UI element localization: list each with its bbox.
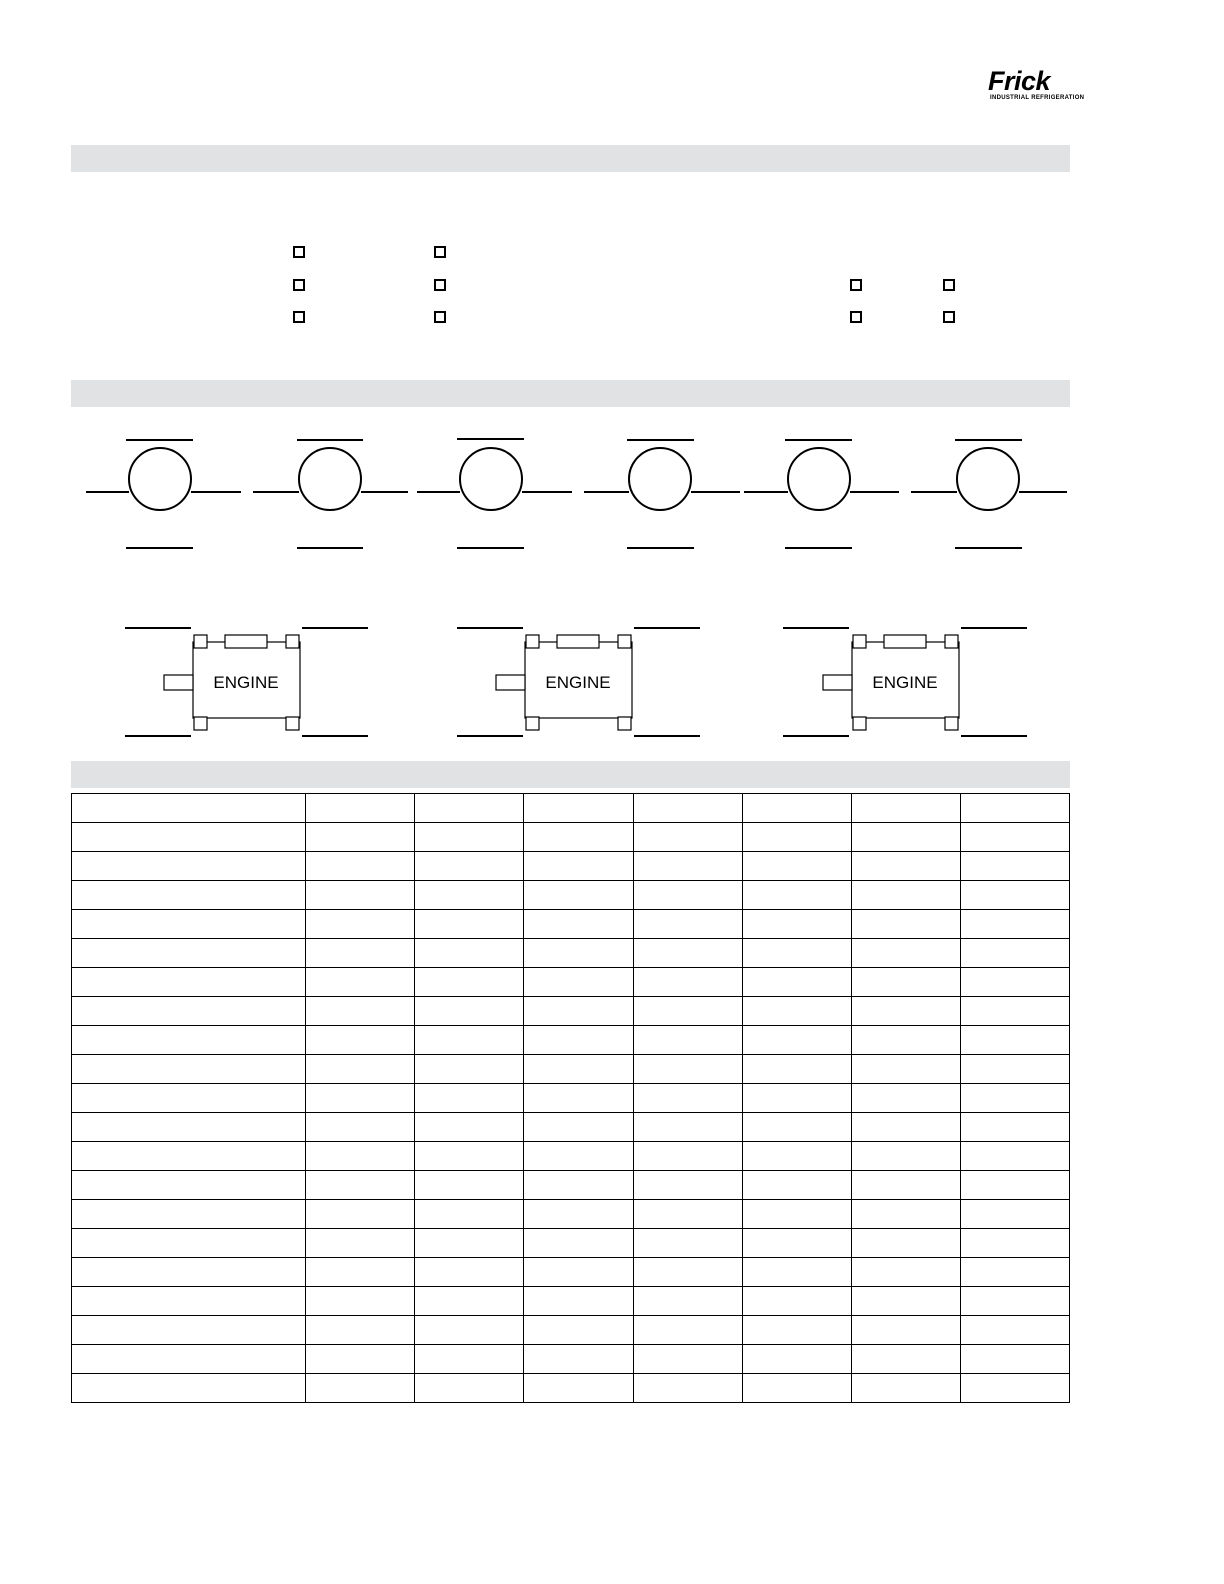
table-cell[interactable] <box>961 852 1070 881</box>
table-cell[interactable] <box>743 1026 852 1055</box>
table-cell[interactable] <box>415 1287 524 1316</box>
table-cell[interactable] <box>306 1258 415 1287</box>
table-cell[interactable] <box>634 1084 743 1113</box>
table-cell[interactable] <box>852 1229 961 1258</box>
table-cell[interactable] <box>961 997 1070 1026</box>
table-cell[interactable] <box>306 1200 415 1229</box>
table-cell[interactable] <box>852 1171 961 1200</box>
table-cell[interactable] <box>634 1229 743 1258</box>
table-cell[interactable] <box>72 1229 306 1258</box>
table-cell[interactable] <box>72 1171 306 1200</box>
table-cell[interactable] <box>415 1374 524 1403</box>
table-cell[interactable] <box>415 1142 524 1171</box>
table-cell[interactable] <box>524 1200 634 1229</box>
table-cell[interactable] <box>852 1345 961 1374</box>
table-cell[interactable] <box>524 910 634 939</box>
table-cell[interactable] <box>743 997 852 1026</box>
table-cell[interactable] <box>415 1084 524 1113</box>
table-cell[interactable] <box>72 968 306 997</box>
table-cell[interactable] <box>743 794 852 823</box>
table-row <box>72 881 1070 910</box>
table-cell[interactable] <box>306 997 415 1026</box>
shaft-unit-4 <box>584 440 740 548</box>
table-cell[interactable] <box>961 968 1070 997</box>
table-row <box>72 794 1070 823</box>
table-cell[interactable] <box>306 968 415 997</box>
table-cell[interactable] <box>634 852 743 881</box>
table-cell[interactable] <box>72 939 306 968</box>
table-cell[interactable] <box>743 881 852 910</box>
table-cell[interactable] <box>524 1287 634 1316</box>
table-cell[interactable] <box>852 939 961 968</box>
table-cell[interactable] <box>415 1171 524 1200</box>
table-cell[interactable] <box>852 1258 961 1287</box>
table-cell[interactable] <box>524 881 634 910</box>
table-cell[interactable] <box>415 1229 524 1258</box>
table-cell[interactable] <box>415 1055 524 1084</box>
table-row <box>72 1055 1070 1084</box>
table-cell[interactable] <box>634 1171 743 1200</box>
table-cell[interactable] <box>961 1345 1070 1374</box>
table-cell[interactable] <box>852 881 961 910</box>
table-cell[interactable] <box>961 1026 1070 1055</box>
table-cell[interactable] <box>634 1026 743 1055</box>
table-cell[interactable] <box>961 881 1070 910</box>
table-cell[interactable] <box>306 852 415 881</box>
table-cell[interactable] <box>524 1084 634 1113</box>
table-cell[interactable] <box>524 1258 634 1287</box>
table-cell[interactable] <box>852 1113 961 1142</box>
table-cell[interactable] <box>306 823 415 852</box>
table-cell[interactable] <box>852 1142 961 1171</box>
engine-label-3: ENGINE <box>872 673 938 692</box>
table-cell[interactable] <box>743 852 852 881</box>
table-row <box>72 1345 1070 1374</box>
table-cell[interactable] <box>743 910 852 939</box>
table-cell[interactable] <box>524 1026 634 1055</box>
table-cell[interactable] <box>524 1229 634 1258</box>
table-cell[interactable] <box>415 1345 524 1374</box>
table-cell[interactable] <box>72 852 306 881</box>
table-cell[interactable] <box>72 1258 306 1287</box>
table-cell[interactable] <box>415 939 524 968</box>
table-cell[interactable] <box>961 1258 1070 1287</box>
table-cell[interactable] <box>961 1142 1070 1171</box>
table-cell[interactable] <box>524 968 634 997</box>
table-cell[interactable] <box>72 1026 306 1055</box>
table-cell[interactable] <box>852 852 961 881</box>
table-body <box>72 794 1070 1403</box>
table-cell[interactable] <box>634 968 743 997</box>
table-cell[interactable] <box>524 1345 634 1374</box>
table-cell[interactable] <box>852 794 961 823</box>
table-cell[interactable] <box>72 1113 306 1142</box>
table-cell[interactable] <box>415 1026 524 1055</box>
table-cell[interactable] <box>743 1113 852 1142</box>
table-cell[interactable] <box>743 1345 852 1374</box>
table-cell[interactable] <box>961 794 1070 823</box>
table-cell[interactable] <box>72 794 306 823</box>
table-cell[interactable] <box>743 1258 852 1287</box>
table-cell[interactable] <box>743 823 852 852</box>
table-cell[interactable] <box>634 1258 743 1287</box>
table-cell[interactable] <box>634 1287 743 1316</box>
table-cell[interactable] <box>852 1084 961 1113</box>
table-cell[interactable] <box>743 1200 852 1229</box>
table-cell[interactable] <box>72 997 306 1026</box>
table-cell[interactable] <box>306 1287 415 1316</box>
table-row <box>72 968 1070 997</box>
table-cell[interactable] <box>634 939 743 968</box>
table-cell[interactable] <box>72 1142 306 1171</box>
table-cell[interactable] <box>415 794 524 823</box>
table-cell[interactable] <box>634 1055 743 1084</box>
table-cell[interactable] <box>961 823 1070 852</box>
table-row <box>72 823 1070 852</box>
table-cell[interactable] <box>961 1229 1070 1258</box>
table-row <box>72 1316 1070 1345</box>
table-cell[interactable] <box>415 910 524 939</box>
table-cell[interactable] <box>524 939 634 968</box>
shaft-unit-3 <box>417 439 572 548</box>
table-cell[interactable] <box>743 1171 852 1200</box>
shaft-unit-1 <box>86 440 241 548</box>
table-cell[interactable] <box>306 1171 415 1200</box>
table-cell[interactable] <box>852 1316 961 1345</box>
table-cell[interactable] <box>961 1055 1070 1084</box>
table-cell[interactable] <box>743 1316 852 1345</box>
table-cell[interactable] <box>961 1171 1070 1200</box>
table-row <box>72 1026 1070 1055</box>
table-cell[interactable] <box>634 997 743 1026</box>
table-cell[interactable] <box>524 1113 634 1142</box>
table-cell[interactable] <box>852 823 961 852</box>
table-cell[interactable] <box>743 1229 852 1258</box>
table-cell[interactable] <box>634 1142 743 1171</box>
table-cell[interactable] <box>306 1055 415 1084</box>
data-table <box>71 793 1070 1403</box>
table-cell[interactable] <box>415 852 524 881</box>
table-cell[interactable] <box>306 910 415 939</box>
table-cell[interactable] <box>743 939 852 968</box>
table-cell[interactable] <box>306 1142 415 1171</box>
table-cell[interactable] <box>524 1171 634 1200</box>
table-cell[interactable] <box>72 1345 306 1374</box>
table-cell[interactable] <box>852 1026 961 1055</box>
table-cell[interactable] <box>415 1316 524 1345</box>
table-cell[interactable] <box>524 823 634 852</box>
table-cell[interactable] <box>415 1258 524 1287</box>
table-cell[interactable] <box>634 910 743 939</box>
table-cell[interactable] <box>524 852 634 881</box>
table-cell[interactable] <box>961 1084 1070 1113</box>
table-cell[interactable] <box>72 1055 306 1084</box>
layout-diagram <box>0 0 1224 780</box>
table-cell[interactable] <box>852 910 961 939</box>
table-cell[interactable] <box>961 1200 1070 1229</box>
table-cell[interactable] <box>634 823 743 852</box>
table-cell[interactable] <box>634 1113 743 1142</box>
table-cell[interactable] <box>306 1113 415 1142</box>
table-row <box>72 939 1070 968</box>
table-row <box>72 910 1070 939</box>
table-cell[interactable] <box>306 1316 415 1345</box>
table-cell[interactable] <box>634 1200 743 1229</box>
table-cell[interactable] <box>72 1084 306 1113</box>
table-cell[interactable] <box>415 881 524 910</box>
table-cell[interactable] <box>524 1055 634 1084</box>
table-cell[interactable] <box>524 1374 634 1403</box>
engine-label-1: ENGINE <box>213 673 279 692</box>
table-cell[interactable] <box>306 881 415 910</box>
shaft-unit-5 <box>744 440 899 548</box>
table-row <box>72 1374 1070 1403</box>
table-row <box>72 997 1070 1026</box>
table-cell[interactable] <box>306 794 415 823</box>
logo-tagline: INDUSTRIAL REFRIGERATION <box>990 95 1085 101</box>
table-cell[interactable] <box>961 1316 1070 1345</box>
table-cell[interactable] <box>524 1142 634 1171</box>
table-cell[interactable] <box>961 939 1070 968</box>
table-row <box>72 1142 1070 1171</box>
table-cell[interactable] <box>415 1113 524 1142</box>
table-row <box>72 1258 1070 1287</box>
table-cell[interactable] <box>852 1374 961 1403</box>
table-row <box>72 852 1070 881</box>
table-cell[interactable] <box>852 1287 961 1316</box>
table-cell[interactable] <box>72 1374 306 1403</box>
table-cell[interactable] <box>306 1026 415 1055</box>
table-cell[interactable] <box>72 823 306 852</box>
table-row <box>72 1229 1070 1258</box>
table-cell[interactable] <box>743 968 852 997</box>
table-cell[interactable] <box>415 1200 524 1229</box>
table-row <box>72 1113 1070 1142</box>
table-cell[interactable] <box>852 1055 961 1084</box>
table-cell[interactable] <box>743 1374 852 1403</box>
table-cell[interactable] <box>961 1113 1070 1142</box>
table-row <box>72 1171 1070 1200</box>
table-cell[interactable] <box>72 881 306 910</box>
table-cell[interactable] <box>743 1287 852 1316</box>
table-cell[interactable] <box>415 968 524 997</box>
table-cell[interactable] <box>634 1316 743 1345</box>
table-cell[interactable] <box>852 1200 961 1229</box>
table-cell[interactable] <box>743 1055 852 1084</box>
table-cell[interactable] <box>524 997 634 1026</box>
shaft-unit-2 <box>253 440 408 548</box>
table-cell[interactable] <box>306 1084 415 1113</box>
table-cell[interactable] <box>72 1316 306 1345</box>
table-cell[interactable] <box>634 794 743 823</box>
table-cell[interactable] <box>961 1374 1070 1403</box>
table-cell[interactable] <box>72 1287 306 1316</box>
table-cell[interactable] <box>306 1345 415 1374</box>
table-cell[interactable] <box>634 881 743 910</box>
logo-wordmark: Frick <box>988 66 1051 96</box>
table-cell[interactable] <box>524 1316 634 1345</box>
table-cell[interactable] <box>961 1287 1070 1316</box>
engine-label-2: ENGINE <box>545 673 611 692</box>
shaft-unit-6 <box>911 440 1067 548</box>
table-cell[interactable] <box>743 1084 852 1113</box>
table-cell[interactable] <box>852 997 961 1026</box>
table-cell[interactable] <box>634 1374 743 1403</box>
table-cell[interactable] <box>415 823 524 852</box>
table-row <box>72 1084 1070 1113</box>
table-row <box>72 1200 1070 1229</box>
table-cell[interactable] <box>961 910 1070 939</box>
table-row <box>72 1287 1070 1316</box>
table-cell[interactable] <box>306 939 415 968</box>
table-cell[interactable] <box>72 1200 306 1229</box>
table-cell[interactable] <box>634 1345 743 1374</box>
table-cell[interactable] <box>743 1142 852 1171</box>
table-cell[interactable] <box>72 910 306 939</box>
table-cell[interactable] <box>852 968 961 997</box>
table-cell[interactable] <box>306 1229 415 1258</box>
table-cell[interactable] <box>306 1374 415 1403</box>
table-cell[interactable] <box>524 794 634 823</box>
table-cell[interactable] <box>415 997 524 1026</box>
